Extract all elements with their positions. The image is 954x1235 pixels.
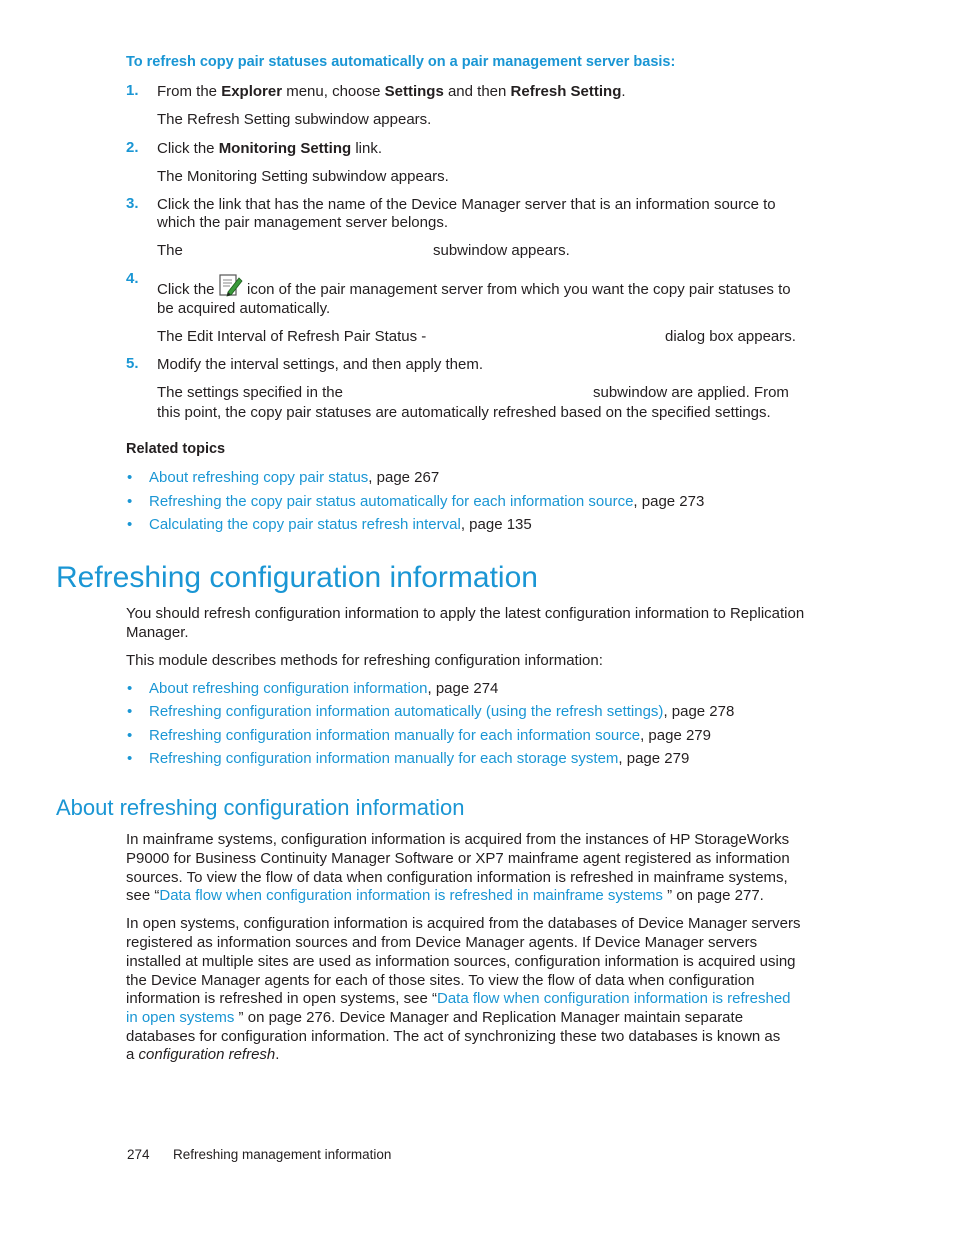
section-link[interactable]: Refreshing configuration information automatically (using the refresh settings) — [149, 703, 664, 720]
bullet: • — [127, 493, 133, 510]
list-item: About refreshing configuration information, page 274 — [149, 680, 499, 697]
ui-term: Monitoring Setting — [218, 140, 352, 157]
list-item: Refreshing configuration information manually for each information source, page 279 — [149, 727, 711, 744]
section-link[interactable]: About refreshing configuration information — [149, 680, 428, 697]
bullet: • — [127, 750, 133, 767]
related-link[interactable]: Calculating the copy pair status refresh interval — [149, 516, 461, 533]
step-result: The settings specified in the — [157, 384, 343, 401]
cross-reference-link[interactable]: in open systems — [126, 1009, 235, 1026]
step-result: The Refresh Setting subwindow appears. — [157, 111, 432, 128]
step-text: which the pair management server belongs. — [157, 214, 448, 231]
paragraph: registered as information sources and from Device Manager agents. If Device Manager servers — [126, 934, 758, 951]
related-link[interactable]: About refreshing copy pair status — [149, 469, 369, 486]
edit-icon — [218, 272, 243, 297]
paragraph: a configuration refresh. — [126, 1046, 280, 1063]
section-title: Refreshing configuration information — [56, 561, 538, 594]
step-text: Click the — [157, 281, 215, 298]
bullet: • — [127, 516, 133, 533]
paragraph: see “Data flow when configuration information is refreshed in mainframe systems ” on page 277. — [126, 887, 764, 904]
section-link[interactable]: Refreshing configuration information manually for each information source — [149, 727, 641, 744]
bullet: • — [127, 680, 133, 697]
paragraph: P9000 for Business Continuity Manager Software or XP7 mainframe agent registered as information — [126, 850, 790, 867]
step-result: The Monitoring Setting subwindow appears. — [157, 168, 449, 185]
paragraph: databases for configuration information. The act of synchronizing these two databases is known as — [126, 1028, 781, 1045]
step-number: 5. — [126, 355, 139, 372]
list-item: Refreshing configuration information automatically (using the refresh settings), page 278 — [149, 703, 735, 720]
bullet: • — [127, 469, 133, 486]
step-number: 3. — [126, 195, 139, 212]
step-result: The — [157, 242, 183, 259]
step-text: be acquired automatically. — [157, 300, 331, 317]
step-result: subwindow are applied. From — [593, 384, 789, 401]
cross-reference-link[interactable]: Data flow when configuration information is refreshed in mainframe systems — [159, 887, 663, 904]
paragraph: installed at multiple sites are used as information sources, configuration information is acquired using — [126, 953, 796, 970]
step-text: From the Explorer menu, choose Settings and then Refresh Setting. — [157, 83, 626, 100]
ui-term: Refresh Setting — [510, 83, 622, 100]
procedure-title: To refresh copy pair statuses automatically on a pair management server basis: — [126, 54, 676, 70]
subsection-title: About refreshing configuration information — [56, 795, 465, 820]
step-number: 1. — [126, 82, 139, 99]
running-footer: Refreshing management information — [173, 1147, 392, 1162]
related-link[interactable]: Refreshing the copy pair status automatically for each information source — [149, 493, 634, 510]
ui-term: Explorer — [221, 83, 283, 100]
paragraph: the Device Manager agents for each of those sites. To view the flow of data when configuration — [126, 972, 755, 989]
bullet: • — [127, 727, 133, 744]
step-text: Modify the interval settings, and then apply them. — [157, 356, 484, 373]
paragraph: Manager. — [126, 624, 189, 641]
bullet: • — [127, 703, 133, 720]
cross-reference-link[interactable]: Data flow when configuration information is refreshed — [436, 990, 791, 1007]
list-item: Refreshing the copy pair status automatically for each information source, page 273 — [149, 493, 705, 510]
paragraph: information is refreshed in open systems, see “Data flow when configuration information is refreshed — [126, 990, 791, 1007]
paragraph: In mainframe systems, configuration information is acquired from the instances of HP StorageWorks — [126, 831, 790, 848]
paragraph: This module describes methods for refreshing configuration information: — [126, 652, 603, 669]
paragraph: in open systems ” on page 276. Device Manager and Replication Manager maintain separate — [126, 1009, 744, 1026]
step-result: The Edit Interval of Refresh Pair Status - — [157, 328, 427, 345]
paragraph: sources. To view the flow of data when configuration information is refreshed in mainframe systems, — [126, 869, 788, 886]
step-text: Click the link that has the name of the Device Manager server that is an information source to — [157, 196, 776, 213]
step-result: subwindow appears. — [433, 242, 570, 259]
paragraph: In open systems, configuration information is acquired from the databases of Device Manager servers — [126, 915, 801, 932]
list-item: Refreshing configuration information manually for each storage system, page 279 — [149, 750, 690, 767]
step-text: icon of the pair management server from which you want the copy pair statuses to — [247, 281, 791, 298]
list-item: About refreshing copy pair status, page 267 — [149, 469, 440, 486]
step-result: dialog box appears. — [665, 328, 796, 345]
related-topics-heading: Related topics — [126, 441, 226, 457]
section-link[interactable]: Refreshing configuration information manually for each storage system — [149, 750, 619, 767]
step-number: 4. — [126, 270, 139, 287]
emphasis: configuration refresh — [138, 1046, 276, 1063]
step-result: this point, the copy pair statuses are automatically refreshed based on the specified settings. — [157, 404, 771, 421]
step-number: 2. — [126, 139, 139, 156]
ui-term: Settings — [384, 83, 444, 100]
list-item: Calculating the copy pair status refresh interval, page 135 — [149, 516, 532, 533]
paragraph: You should refresh configuration information to apply the latest configuration information to Replication — [126, 605, 805, 622]
step-text: Click the Monitoring Setting link. — [157, 140, 383, 157]
page-number: 274 — [127, 1147, 150, 1162]
